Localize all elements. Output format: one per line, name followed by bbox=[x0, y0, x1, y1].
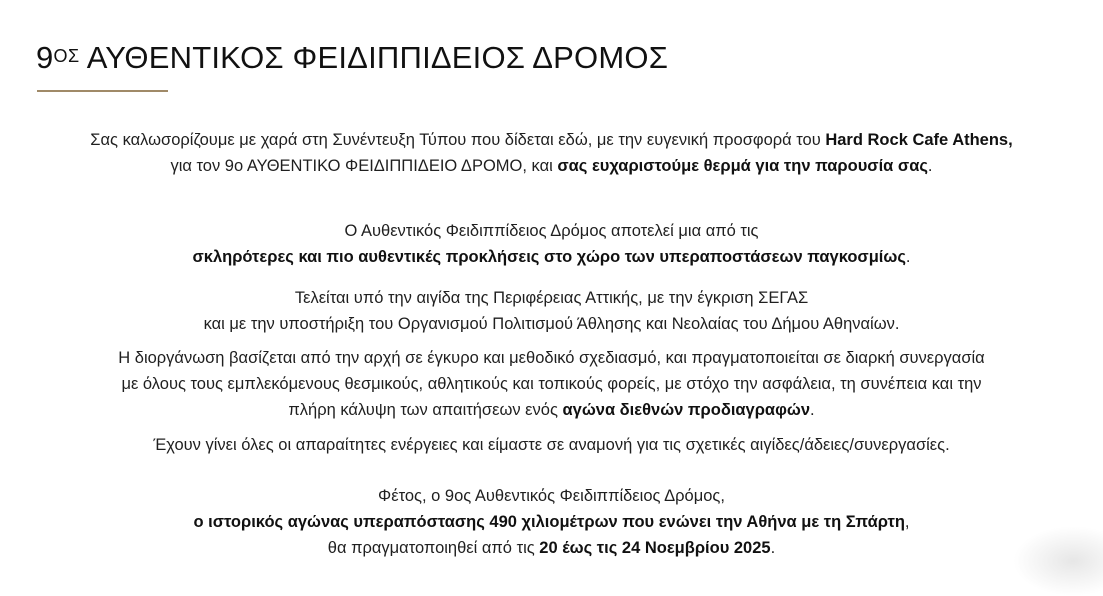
patronage-line-2: και με την υποστήριξη του Οργανισμού Πολιτισμού Άθλησης και Νεολαίας του Δήμου Αθηναίων. bbox=[203, 315, 900, 333]
organization-line-2: με όλους τους εμπλεκόμενους θεσμικούς, αθλητικούς και τοπικούς φορείς, με στόχο την ασφάλεια, τη συνέπεια και την bbox=[121, 375, 982, 393]
status-line: Έχουν γίνει όλες οι απαραίτητες ενέργειες και είμαστε σε αναμονή για τις σχετικές αιγίδες/άδειες/συνεργασίες. bbox=[153, 436, 950, 454]
welcome-paragraph bbox=[0, 127, 1103, 179]
welcome-line-2 bbox=[0, 153, 1103, 179]
organization-line-1: Η διοργάνωση βασίζεται από την αρχή σε έγκυρο και μεθοδικό σχεδιασμό, και πραγματοποιείται σε διαρκή συνεργασία bbox=[118, 349, 985, 367]
punctuation: . bbox=[810, 401, 815, 419]
description-highlight: σκληρότερες και πιο αυθεντικές προκλήσεις στο χώρο των υπεραποστάσεων παγκοσμίως bbox=[192, 248, 906, 266]
title-text: ΑΥΘΕΝΤΙΚΟΣ ΦΕΙΔΙΠΠΙΔΕΙΟΣ ΔΡΟΜΟΣ bbox=[86, 40, 669, 75]
event-line-1: Φέτος, ο 9ος Αυθεντικός Φειδιππίδειος Δρόμος, bbox=[378, 487, 725, 505]
title-ordinal-suffix: ΟΣ bbox=[53, 46, 80, 66]
thanks-text: σας ευχαριστούμε θερμά για την παρουσία σας bbox=[557, 157, 928, 175]
venue-name: Hard Rock Cafe Athens, bbox=[825, 131, 1013, 149]
punctuation: . bbox=[927, 157, 933, 175]
title-number: 9 bbox=[36, 40, 54, 75]
event-date-text: θα πραγματοποιηθεί από τις bbox=[327, 539, 540, 557]
event-line-3 bbox=[0, 535, 1103, 561]
organization-highlight: αγώνα διεθνών προδιαγραφών bbox=[562, 401, 810, 419]
organization-paragraph bbox=[0, 345, 1103, 423]
event-dates: 20 έως τις 24 Νοεμβρίου 2025 bbox=[539, 539, 771, 557]
description-line-1: Ο Αυθεντικός Φειδιππίδειος Δρόμος αποτελεί μια από τις bbox=[344, 222, 759, 240]
description-paragraph bbox=[0, 218, 1103, 270]
welcome-line-1 bbox=[0, 127, 1103, 153]
welcome-event-text: για τον 9ο ΑΥΘΕΝΤΙΚΟ ΦΕΙΔΙΠΠΙΔΕΙΟ ΔΡΟΜΟ, και bbox=[170, 157, 558, 175]
event-line-2 bbox=[0, 509, 1103, 535]
description-line-2 bbox=[0, 244, 1103, 270]
punctuation: . bbox=[770, 539, 776, 557]
organization-text: πλήρη κάλυψη των απαιτήσεων ενός bbox=[288, 401, 563, 419]
patronage-paragraph bbox=[0, 285, 1103, 337]
patronage-line-1: Τελείται υπό την αιγίδα της Περιφέρειας Αττικής, με την έγκριση ΣΕΓΑΣ bbox=[294, 289, 809, 307]
status-paragraph bbox=[0, 432, 1103, 458]
title-underline bbox=[37, 90, 168, 92]
page-title bbox=[36, 40, 668, 76]
event-description-highlight: ο ιστορικός αγώνας υπεραπόστασης 490 χιλιομέτρων που ενώνει την Αθήνα με τη Σπάρτη bbox=[193, 513, 905, 531]
punctuation: . bbox=[905, 248, 911, 266]
organization-line-3 bbox=[0, 397, 1103, 423]
welcome-text: Σας καλωσορίζουμε με χαρά στη Συνέντευξη Τύπου που δίδεται εδώ, με την ευγενική προσφορά του bbox=[90, 131, 826, 149]
punctuation: , bbox=[904, 513, 910, 531]
event-date-paragraph bbox=[0, 483, 1103, 561]
